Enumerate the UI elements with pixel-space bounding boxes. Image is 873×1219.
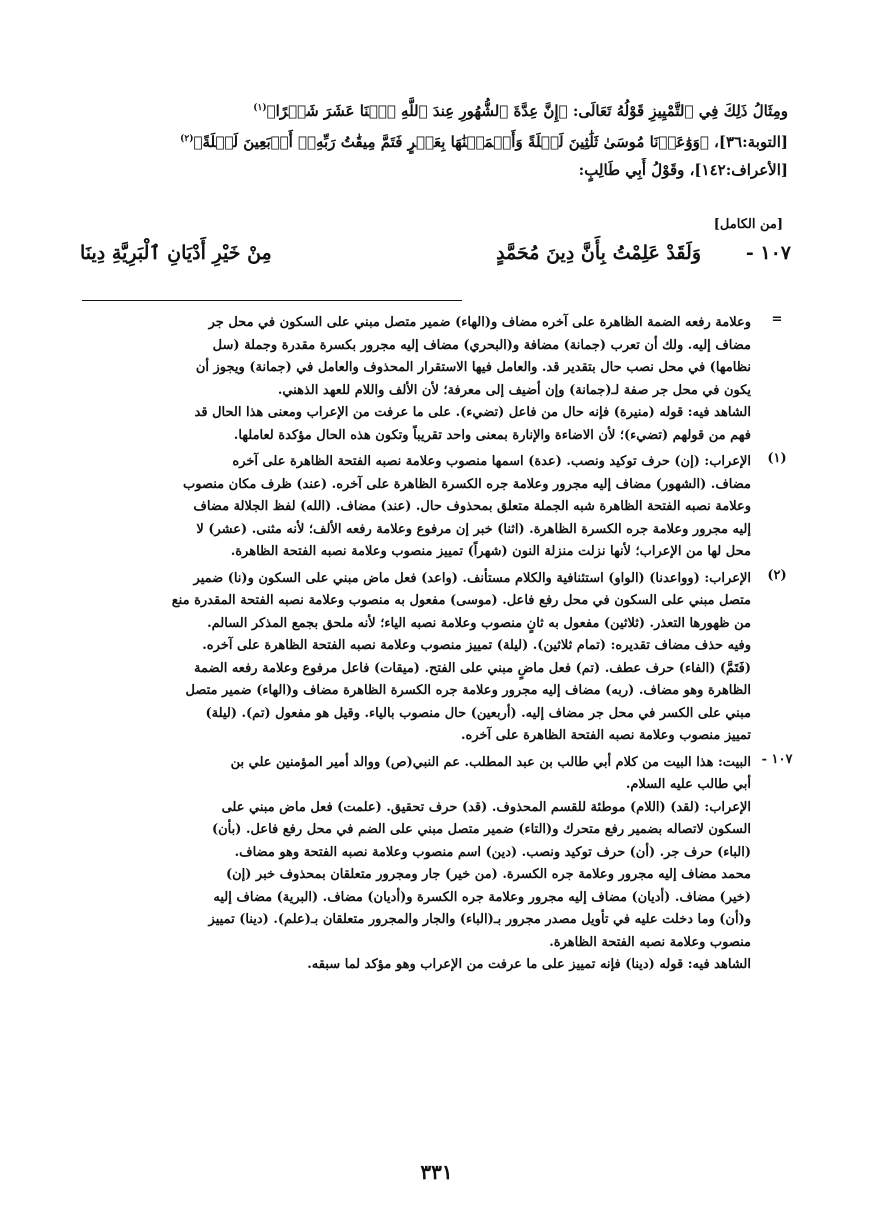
footnote-line: (الباء) حرف جر. (أن) حرف توكيد ونصب. (دين) اسم منصوب وعلامة نصبه الفتحة وهو مضاف. (234, 844, 751, 860)
footnote-line: فهم من قولهم (تضيء)؛ لأن الاضاءة والإنارة بمعنى واحد تقريباً وتكون هذه الحال مؤكدة لعاملها. (233, 427, 751, 443)
footnote-marker: = (771, 312, 783, 327)
main-text-line: ومِثَالُ ذَلِكَ فِي ٱلتَّمْيِيزِ قَوْلُهُ تَعَالَى: ﴿إِنَّ عِدَّةَ ٱلشُّهُورِ عِندَ ٱللَّهِ ٱثۡنَا عَشَرَ شَهۡرًا﴾$^{(١)}$ (253, 102, 788, 120)
footnote-line: الإعراب: (إن) حرف توكيد ونصب. (عدة) اسمها منصوب وعلامة نصبه الفتحة الظاهرة على آخره (232, 454, 751, 469)
main-text (80, 96, 788, 186)
page-number: ٣٣١ (420, 1160, 453, 1184)
footnote-marker: ١٠٧ - (761, 751, 793, 767)
verse-number: ١٠٧ - (745, 242, 791, 264)
footnote-continuation (80, 312, 793, 447)
footnote-line: وعلامة رفعه الضمة الظاهرة على آخره مضاف و(الهاء) ضمير متصل مبني على السكون في محل جر (208, 315, 751, 330)
verse-second-hemistich: مِنْ خَيْرِ أَدْيَانِ ٱلْبَرِيَّةِ دِينَا (80, 242, 272, 264)
footnotes (80, 312, 793, 981)
verse-first-hemistich: وَلَقَدْ عَلِمْتُ بِأَنَّ دِينَ مُحَمَّدٍ (496, 242, 701, 264)
footnote-line: محمد مضاف إليه مجرور وعلامة جره الكسرة. (من خير) جار ومجرور متعلقان بمحذوف خبر (إن) (225, 867, 751, 882)
footnote-line: محل لها من الإعراب؛ لأنها نزلت منزلة النون (شهراً) تمييز منصوب وعلامة نصبه الفتحة الظاهرة. (230, 544, 751, 559)
footnote-line: الظاهرة وهو مضاف. (ربه) مضاف إليه مجرور وعلامة جره الكسرة الظاهرة مضاف و(الهاء) ضمير متصل (185, 683, 751, 698)
footnote-line: مبني على الكسر في محل جر مضاف إليه. (أربعين) حال منصوب بالياء. وقيل هو مفعول (تم). (ليلة) (205, 705, 751, 721)
footnote-ref: (١) (253, 103, 267, 113)
main-text-line: [التوبة:٣٦]، ﴿وَوَٰعَدۡنَا مُوسَىٰ ثَلَٰثِينَ لَيۡلَةً وَأَتۡمَمۡنَٰهَا بِعَشۡرٍ فَتَمَّ مِيقَٰتُ رَبِّهِۦٓ أَرۡبَعِينَ لَيۡلَةً﴾$^{(٢)}$ (180, 133, 788, 151)
footnote-line: نظامها) في محل نصب حال بتقدير قد. والعامل فيها الاستقرار المحذوف والعامل في (جمانة) ويجوز أن (195, 360, 751, 375)
footnote-line: وفيه حذف مضاف تقديره: (تمام ثلاثين). (ليلة) تمييز منصوب وعلامة نصبه الفتحة الظاهرة على آخره. (202, 638, 751, 653)
footnote-line: الإعراب: (وواعدنا) (الواو) استئنافية والكلام مستأنف. (واعد) فعل ماض مبني على السكون و(نا) ضمير (193, 570, 751, 586)
footnote-separator (82, 300, 462, 301)
footnote-line: (خير) مضاف. (أديان) مضاف إليه مجرور وعلامة جره الكسرة و(أديان) مضاف. (البرية) مضاف إليه (213, 889, 751, 905)
footnote-line: متصل مبني على السكون في محل رفع فاعل. (موسى) مفعول به منصوب وعلامة نصبه الفتحة المقدرة منع (171, 593, 751, 608)
poetry-verse (80, 242, 791, 272)
footnote-line: منصوب وعلامة نصبه الفتحة الظاهرة. (549, 934, 751, 950)
footnote-ref: (٢) (180, 134, 194, 144)
footnote-line: السكون لاتصاله بضمير رفع متحرك و(التاء) ضمير متصل مبني على الضم في محل رفع فاعل. (بأن) (211, 822, 751, 837)
footnote-line: (فَتَمَّ) (الفاء) حرف عطف. (تم) فعل ماضٍ مبني على الفتح. (ميقات) فاعل مرفوع وعلامة رفعه الضمة (193, 660, 751, 676)
footnote-1 (80, 451, 793, 564)
footnote-marker: (١) (767, 451, 787, 466)
footnote-line: أبي طالب عليه السلام. (625, 777, 751, 792)
footnote-line: الإعراب: (لقد) (اللام) موطئة للقسم المحذوف. (قد) حرف تحقيق. (علمت) فعل ماض مبني على (221, 799, 751, 815)
footnote-line: وعلامة نصبه الفتحة الظاهرة شبه الجملة متعلق بمحذوف حال. (عند) مضاف. (الله) لفظ الجلالة مضاف (193, 499, 751, 514)
footnote-107 (80, 752, 793, 977)
footnote-line: من ظهورها التعذر. (ثلاثين) مفعول به ثانٍ منصوب وعلامة نصبه الياء؛ لأنه ملحق بجمع المذكر السالم. (207, 615, 751, 631)
footnote-line: إليه مجرور وعلامة جره الكسرة الظاهرة. (اثنا) خبر إن مرفوع وعلامة رفعه الألف؛ لأنه مثنى. (عشر) لا (196, 521, 751, 537)
footnote-line: يكون في محل جر صفة لـ(جمانة) وإن أضيف إلى معرفة؛ لأن الألف واللام للعهد الذهني. (277, 382, 751, 398)
footnote-2 (80, 568, 793, 748)
footnote-line: الشاهد فيه: قوله (منيرة) فإنه حال من فاعل (تضيء). على ما عرفت من الإعراب ومعنى هذا الحال قد (194, 405, 751, 420)
poetic-meter: [من الكامل] (713, 217, 783, 232)
footnote-line: مضاف. (الشهور) مضاف إليه مجرور وعلامة جره الكسرة الظاهرة على آخره. (عند) ظرف مكان منصوب (183, 476, 751, 492)
footnote-line: مضاف إليه. ولك أن تعرب (جمانة) مضافة و(البحري) مضاف إليه مجرور بكسرة مقدرة وجملة (سل (212, 337, 751, 353)
footnote-line: تمييز منصوب وعلامة نصبه الفتحة الظاهرة على آخره. (461, 728, 751, 743)
footnote-line: الشاهد فيه: قوله (دينا) فإنه تمييز على ما عرفت من الإعراب وهو مؤكد لما سبقه. (307, 957, 751, 972)
footnote-marker: (٢) (767, 567, 787, 583)
footnote-line: البيت: هذا البيت من كلام أبي طالب بن عبد المطلب. عم النبي(ص) ووالد أمير المؤمنين علي بن (230, 754, 751, 770)
footnote-line: و(أن) وما دخلت عليه في تأويل مصدر مجرور بـ(الباء) والجار والمجرور متعلقان بـ(علم). (دينا) تمييز (208, 912, 751, 927)
main-text-line: [الأعراف:١٤٢]، وقَوْلُ أَبِي طَالِبٍ: (578, 161, 788, 179)
